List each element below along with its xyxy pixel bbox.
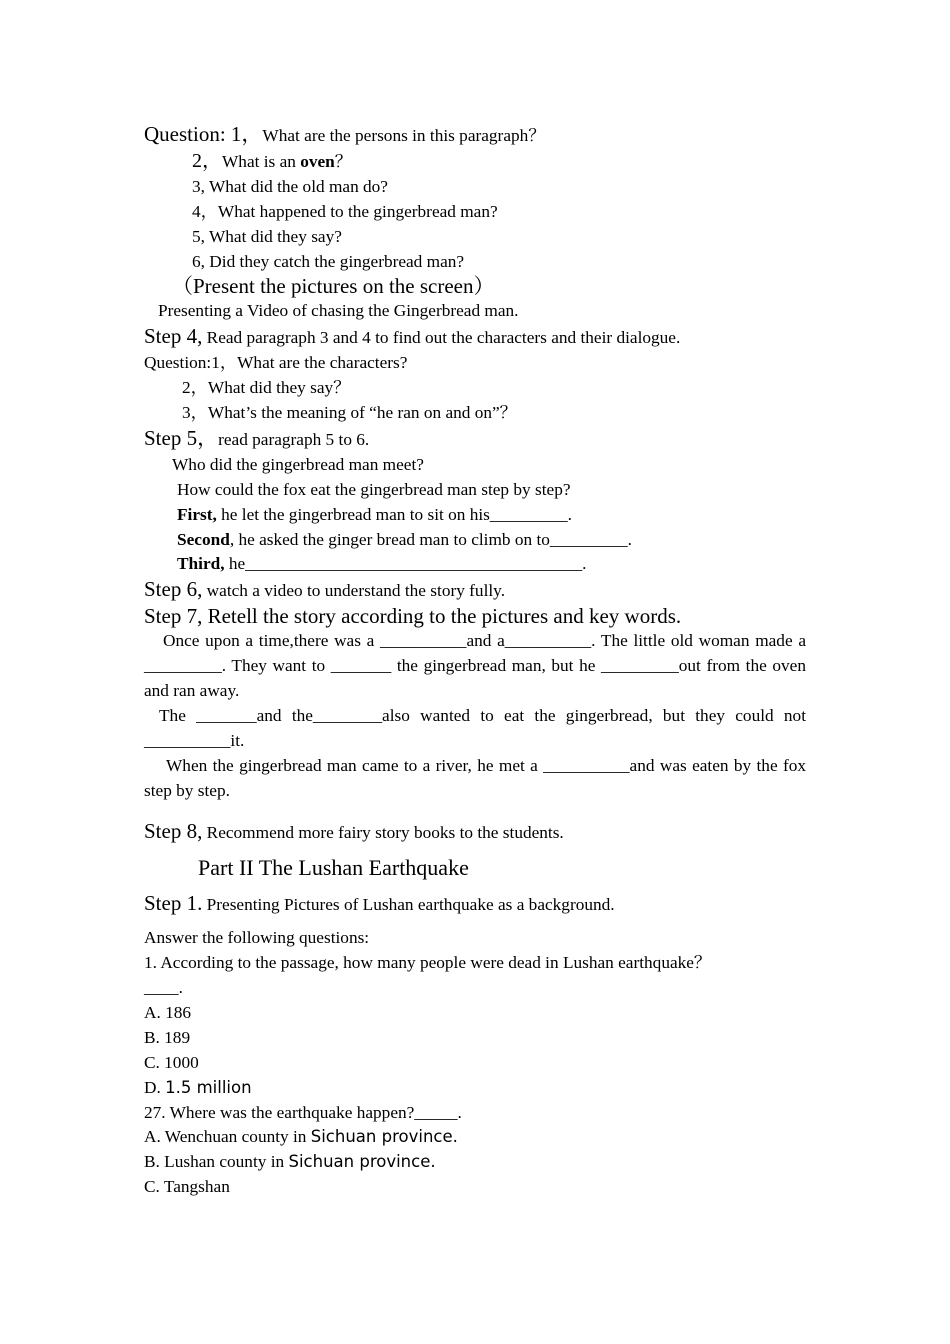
mc2-option-a [144, 1125, 806, 1150]
mc1-option-d-value: 1.5 million [165, 1077, 252, 1097]
answer-heading: Answer the following questions: [144, 928, 370, 948]
step-8 [144, 819, 806, 846]
step-4-question-1: Question:1，What are the characters? [144, 353, 408, 373]
second-text: , he asked the ginger bread man to climb on to_________. [229, 529, 633, 549]
part-2-step-1-label: Step 1. [144, 891, 203, 916]
retell-paragraph-2: The _______and the________also wanted to eat the gingerbread, but they could not __________it. [144, 705, 806, 750]
mc2-option-b-label: B. Lushan county in [144, 1152, 289, 1172]
mc2-question: 27. Where was the earthquake happen?_____. [144, 1102, 462, 1122]
mc2-option-b [144, 1150, 806, 1175]
step-6-label: Step 6, [144, 577, 203, 602]
retell-paragraph-1: Once upon a time,there was a __________and a__________. The little old woman made a _________. They want to _______ the gingerbread man, but he _________out from the oven and ran away. [144, 631, 806, 700]
step-5-third [144, 552, 806, 577]
question-2-post: ？ [334, 151, 353, 171]
present-pictures-note: （Present the pictures on the screen） [172, 274, 495, 299]
question-2-pre: What is an [222, 151, 301, 171]
part-2-step-1-text: Presenting Pictures of Lushan earthquake as a background. [206, 895, 615, 915]
step-8-label: Step 8, [144, 819, 203, 844]
second-label: Second [177, 529, 230, 549]
step-7: Step 7, Retell the story according to the pictures and key words. [144, 604, 682, 629]
mc2-option-b-place: Sichuan province. [288, 1152, 436, 1172]
step-5-first [144, 503, 806, 528]
question-6: 6, Did they catch the gingerbread man? [192, 251, 465, 271]
mc1-blank: ____. [144, 978, 183, 997]
step-4-question-2: 2，What did they say？ [182, 378, 351, 398]
mc2-option-a-label: A. Wenchuan county in [144, 1127, 311, 1147]
step-4 [144, 324, 806, 351]
first-text: he let the gingerbread man to sit on his_________. [216, 504, 572, 524]
mc1-option-c: C. 1000 [144, 1052, 199, 1072]
step-8-text: Recommend more fairy story books to the students. [206, 823, 564, 843]
step-4-label: Step 4, [144, 324, 203, 349]
document-page [144, 122, 806, 1200]
question-intro: Question: 1， [144, 122, 263, 146]
step-5-label: Step 5， [144, 425, 219, 450]
question-2-num: 2， [192, 149, 222, 172]
step-4-question-3: 3，What’s the meaning of “he ran on and on”？ [182, 402, 517, 422]
present-video-note: Presenting a Video of chasing the Gingerbread man. [158, 301, 519, 321]
third-label: Third, [177, 554, 225, 574]
mc1-option-b: B. 189 [144, 1027, 191, 1047]
part-2-title: Part II The Lushan Earthquake [198, 855, 469, 881]
mc1-option-d [144, 1076, 806, 1101]
mc2-option-c: C. Tangshan [144, 1177, 230, 1197]
question-1 [144, 122, 806, 149]
step-5-who: Who did the gingerbread man meet? [172, 454, 424, 474]
mc2-option-a-place: Sichuan province. [310, 1127, 458, 1147]
question-4: 4，What happened to the gingerbread man? [192, 201, 498, 221]
step-5-text: read paragraph 5 to 6. [218, 429, 370, 449]
part-2-step-1 [144, 891, 806, 918]
step-5 [144, 426, 806, 453]
question-3: 3, What did the old man do? [192, 176, 388, 196]
retell-paragraph-3: When the gingerbread man came to a river, he met a __________and was eaten by the fox step by step. [144, 755, 806, 800]
first-label: First, [177, 504, 217, 524]
step-6 [144, 577, 806, 604]
third-text: he_______________________________________. [224, 554, 587, 574]
mc1-option-a: A. 186 [144, 1002, 192, 1022]
mc1-question: 1. According to the passage, how many people were dead in Lushan earthquake？ [144, 953, 712, 973]
question-1-text: What are the persons in this paragraph？ [262, 126, 546, 145]
step-6-text: watch a video to understand the story fully. [206, 581, 506, 601]
question-2 [144, 149, 806, 175]
step-5-second [144, 528, 806, 553]
mc1-option-d-label: D. [144, 1077, 166, 1097]
question-2-keyword: oven [300, 151, 335, 171]
step-4-text: Read paragraph 3 and 4 to find out the characters and their dialogue. [206, 328, 681, 348]
step-5-how: How could the fox eat the gingerbread man step by step? [177, 479, 571, 499]
question-5: 5, What did they say? [192, 226, 342, 246]
